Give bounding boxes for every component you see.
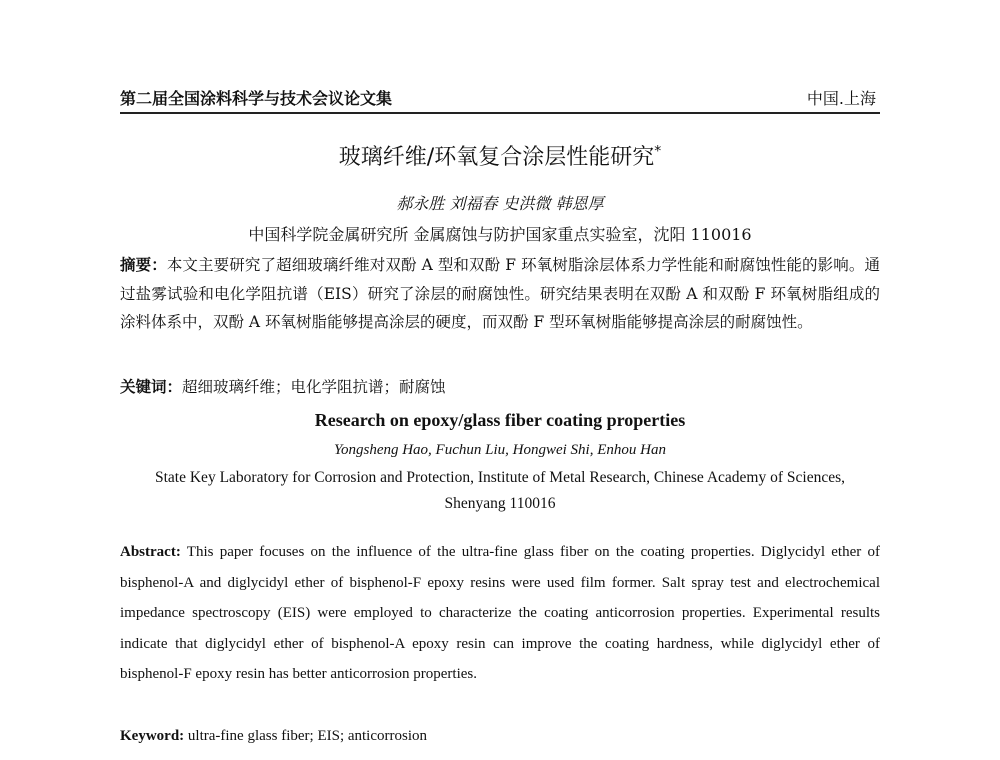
- authors-english: Yongsheng Hao, Fuchun Liu, Hongwei Shi, Enhou Han: [334, 442, 666, 458]
- abstract-text-english: This paper focuses on the influence of the ultra-fine glass fiber on the coating properties. Diglycidyl ether of bisphenol-A and diglycidyl ether of bisphenol-F epoxy resins were used film former. Salt spray test and electrochemical impedance spectroscopy (EIS) were employed to characterize the coating anticorrosion properties. Experimental results indicate that diglycidyl ether of bisphenol-A epoxy resin can improve the coating hardness, while diglycidyl ether of bisphenol-F epoxy resin has better anticorrosion properties.: [120, 544, 880, 682]
- abstract-label-chinese: 摘要：: [120, 255, 167, 274]
- conference-location: 中国.上海: [806, 89, 876, 108]
- keywords-label-english: Keyword:: [120, 728, 185, 744]
- abstract-english: [120, 537, 880, 690]
- affiliation-english: State Key Laboratory for Corrosion and Protection, Institute of Metal Research, Chinese Academy of Sciences, Shenyang 110016: [155, 469, 845, 512]
- title-footnote-mark: *: [654, 143, 662, 160]
- abstract-text-chinese: 本文主要研究了超细玻璃纤维对双酚 A 型和双酚 F 环氧树脂涂层体系力学性能和耐腐蚀性能的影响。通过盐雾试验和电化学阻抗谱（EIS）研究了涂层的耐腐蚀性。研究结果表明在双酚 A 和双酚 F 环氧树脂组成的涂料体系中，双酚 A 环氧树脂能够提高涂层的硬度，而双酚 F 型环氧树脂能够提高涂层的耐腐蚀性。: [120, 256, 880, 331]
- paper-title-english: Research on epoxy/glass fiber coating properties: [314, 410, 686, 430]
- abstract-label-english: Abstract:: [120, 544, 181, 560]
- title-text: 玻璃纤维/环氧复合涂层性能研究: [338, 145, 655, 170]
- running-header: [120, 86, 880, 114]
- keywords-english: [120, 728, 880, 745]
- proceedings-title: 第二届全国涂料科学与技术会议论文集: [120, 89, 393, 108]
- affiliation-chinese: 中国科学院金属研究所 金属腐蚀与防护国家重点实验室，沈阳 110016: [248, 225, 752, 244]
- abstract-chinese: [120, 251, 880, 337]
- paper-title-chinese: [0, 140, 1000, 171]
- keywords-label-chinese: 关键词：: [120, 377, 183, 396]
- keywords-chinese: [120, 375, 880, 397]
- authors-chinese: 郝永胜 刘福春 史洪微 韩恩厚: [396, 194, 604, 213]
- keywords-text-english: ultra-fine glass fiber; EIS; anticorrosion: [184, 728, 428, 744]
- keywords-text-chinese: 超细玻璃纤维；电化学阻抗谱；耐腐蚀: [182, 378, 446, 396]
